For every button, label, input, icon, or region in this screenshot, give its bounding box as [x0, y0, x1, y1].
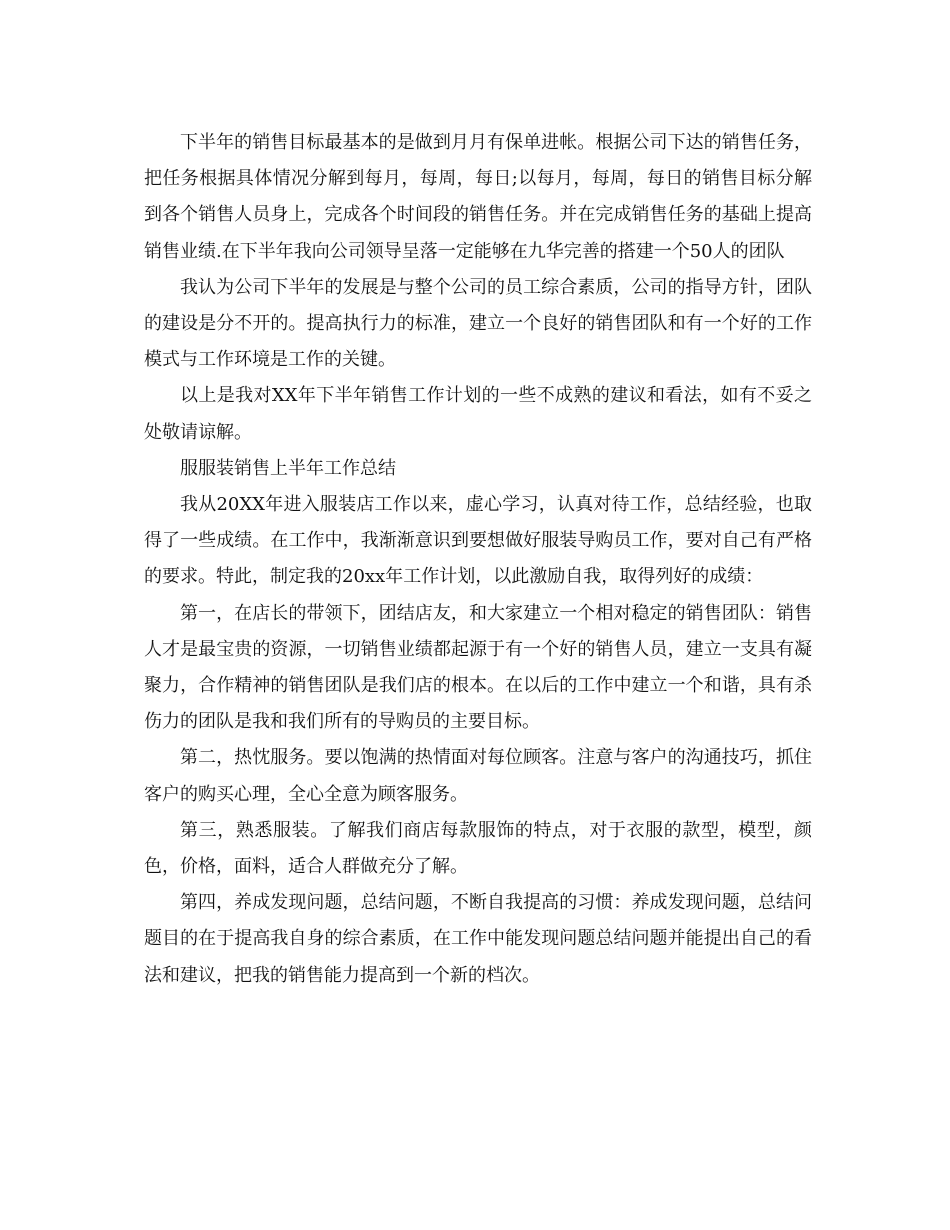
- paragraph-point-two: 第二，热忱服务。要以饱满的热情面对每位顾客。注意与客户的沟通技巧，抓住客户的购买心理，全心全意为顾客服务。: [144, 747, 812, 805]
- paragraph-company-development: 我认为公司下半年的发展是与整个公司的员工综合素质，公司的指导方针，团队的建设是分不开的。提高执行力的标准，建立一个良好的销售团队和有一个好的工作模式与工作环境是工作的关键。: [144, 276, 812, 371]
- paragraph-point-four: 第四，养成发现问题，总结问题，不断自我提高的习惯：养成发现问题，总结问题目的在于提高我自身的综合素质，在工作中能发现问题总结问题并能提出自己的看法和建议，把我的销售能力提高到一个新的档次。: [144, 892, 812, 986]
- section-heading: 服服装销售上半年工作总结: [180, 457, 396, 479]
- paragraph-point-three: 第三，熟悉服装。了解我们商店每款服饰的特点，对于衣服的款型，模型，颜色，价格，面料，适合人群做充分了解。: [144, 819, 812, 878]
- paragraph-intro: 我从20XX年进入服装店工作以来，虚心学习，认真对待工作，总结经验，也取得了一些成绩。在工作中，我渐渐意识到要想做好服装导购员工作，要对自己有严格的要求。特此，制定我的20xx年工作计划，以此激励自我，取得列好的成绩：: [144, 494, 812, 588]
- paragraph-point-one: 第一，在店长的带领下，团结店友，和大家建立一个相对稳定的销售团队：销售人才是最宝贵的资源，一切销售业绩都起源于有一个好的销售人员，建立一支具有凝聚力，合作精神的销售团队是我们店的根本。在以后的工作中建立一个和谐，具有杀伤力的团队是我和我们所有的导购员的主要目标。: [144, 602, 812, 733]
- paragraph-closing-remark: 以上是我对XX年下半年销售工作计划的一些不成熟的建议和看法，如有不妥之处敬请谅解。: [144, 385, 812, 443]
- paragraph-sales-target: 下半年的销售目标最基本的是做到月月有保单进帐。根据公司下达的销售任务，把任务根据具体情况分解到每月，每周，每日;以每月，每周，每日的销售目标分解到各个销售人员身上，完成各个时间段的销售任务。并在完成销售任务的基础上提高销售业绩.在下半年我向公司领导呈落一定能够在九华完善的搭建一个50人的团队: [144, 132, 812, 262]
- document-body: [144, 125, 812, 994]
